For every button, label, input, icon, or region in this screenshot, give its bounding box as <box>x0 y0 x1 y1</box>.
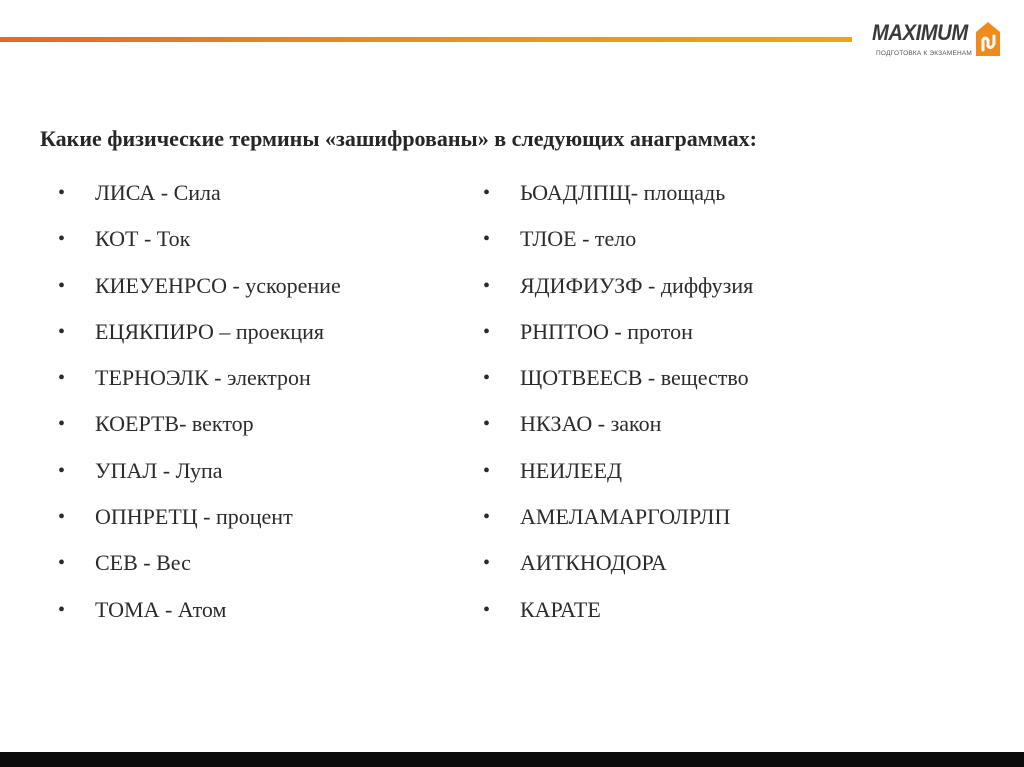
top-accent-bar <box>0 37 852 42</box>
bullet-icon: • <box>58 274 66 297</box>
logo <box>872 18 1012 64</box>
bullet-icon: • <box>483 320 491 343</box>
anagram-text: НКЗАО - закон <box>520 411 662 437</box>
anagram-text: ЕЦЯКПИРО – проекция <box>95 318 325 344</box>
bullet-icon: • <box>483 598 491 621</box>
list-item <box>58 355 341 401</box>
list-item <box>58 448 341 494</box>
maximum-logo-icon <box>972 18 1004 60</box>
list-item <box>483 587 753 633</box>
anagram-text: ТОМА - Атом <box>95 596 227 622</box>
list-item <box>483 494 753 540</box>
anagram-text: СЕВ - Вес <box>95 550 191 576</box>
anagram-text: ОПНРЕТЦ - процент <box>95 504 293 530</box>
bullet-icon: • <box>58 413 66 436</box>
bullet-icon: • <box>483 367 491 390</box>
anagram-text: ЛИСА - Сила <box>95 180 221 205</box>
list-item <box>483 170 753 216</box>
list-item <box>483 216 753 262</box>
anagram-text: ЬОАДЛПЩ- площадь <box>520 180 726 205</box>
bullet-icon: • <box>58 320 66 343</box>
list-item <box>483 401 753 447</box>
bottom-bar <box>0 752 1024 767</box>
list-item <box>58 170 341 216</box>
list-item <box>483 263 753 309</box>
list-item <box>483 448 753 494</box>
bullet-icon: • <box>58 552 66 575</box>
list-item <box>58 263 341 309</box>
anagram-text: ЯДИФИУЗФ - диффузия <box>520 272 754 298</box>
question-heading: Какие физические термины «зашифрованы» в следующих анаграммах: <box>40 126 757 151</box>
anagram-text: РНПТОО - протон <box>520 318 693 344</box>
bullet-icon: • <box>483 552 491 575</box>
list-item <box>58 494 341 540</box>
bullet-icon: • <box>58 506 66 529</box>
bullet-icon: • <box>483 228 491 251</box>
anagram-text: ЩОТВЕЕСВ - вещество <box>520 365 749 391</box>
bullet-icon: • <box>58 459 66 482</box>
bullet-icon: • <box>483 274 491 297</box>
bullet-icon: • <box>483 459 491 482</box>
bullet-icon: • <box>58 182 66 204</box>
list-item <box>58 540 341 586</box>
anagram-text: КОТ - Ток <box>95 226 191 252</box>
list-item <box>483 355 753 401</box>
anagram-text: ТЛОЕ - тело <box>520 226 637 252</box>
list-item <box>58 216 341 262</box>
anagram-text: УПАЛ - Лупа <box>95 457 223 483</box>
anagram-text: АИТКНОДОРА <box>520 550 667 576</box>
bullet-icon: • <box>58 367 66 390</box>
left-anagram-list <box>58 170 341 633</box>
logo-tagline: ПОДГОТОВКА К ЭКЗАМЕНАМ <box>876 50 973 57</box>
list-item <box>58 309 341 355</box>
anagram-text: КАРАТЕ <box>520 596 601 622</box>
anagram-text: КИЕУЕНРСО - ускорение <box>95 272 341 298</box>
logo-wordmark: MAXIMUM <box>872 20 968 45</box>
bullet-icon: • <box>483 506 491 529</box>
anagram-text: НЕИЛЕЕД <box>520 457 623 483</box>
bullet-icon: • <box>483 413 491 436</box>
bullet-icon: • <box>483 182 491 204</box>
right-anagram-list <box>483 170 753 633</box>
bullet-icon: • <box>58 228 66 251</box>
bullet-icon: • <box>58 598 66 621</box>
anagram-text: КОЕРТВ- вектор <box>95 411 254 437</box>
anagram-text: ТЕРНОЭЛК - электрон <box>95 365 311 391</box>
list-item <box>58 587 341 633</box>
list-item <box>483 540 753 586</box>
list-item <box>483 309 753 355</box>
list-item <box>58 401 341 447</box>
anagram-text: АМЕЛАМАРГОЛРЛП <box>520 504 731 530</box>
